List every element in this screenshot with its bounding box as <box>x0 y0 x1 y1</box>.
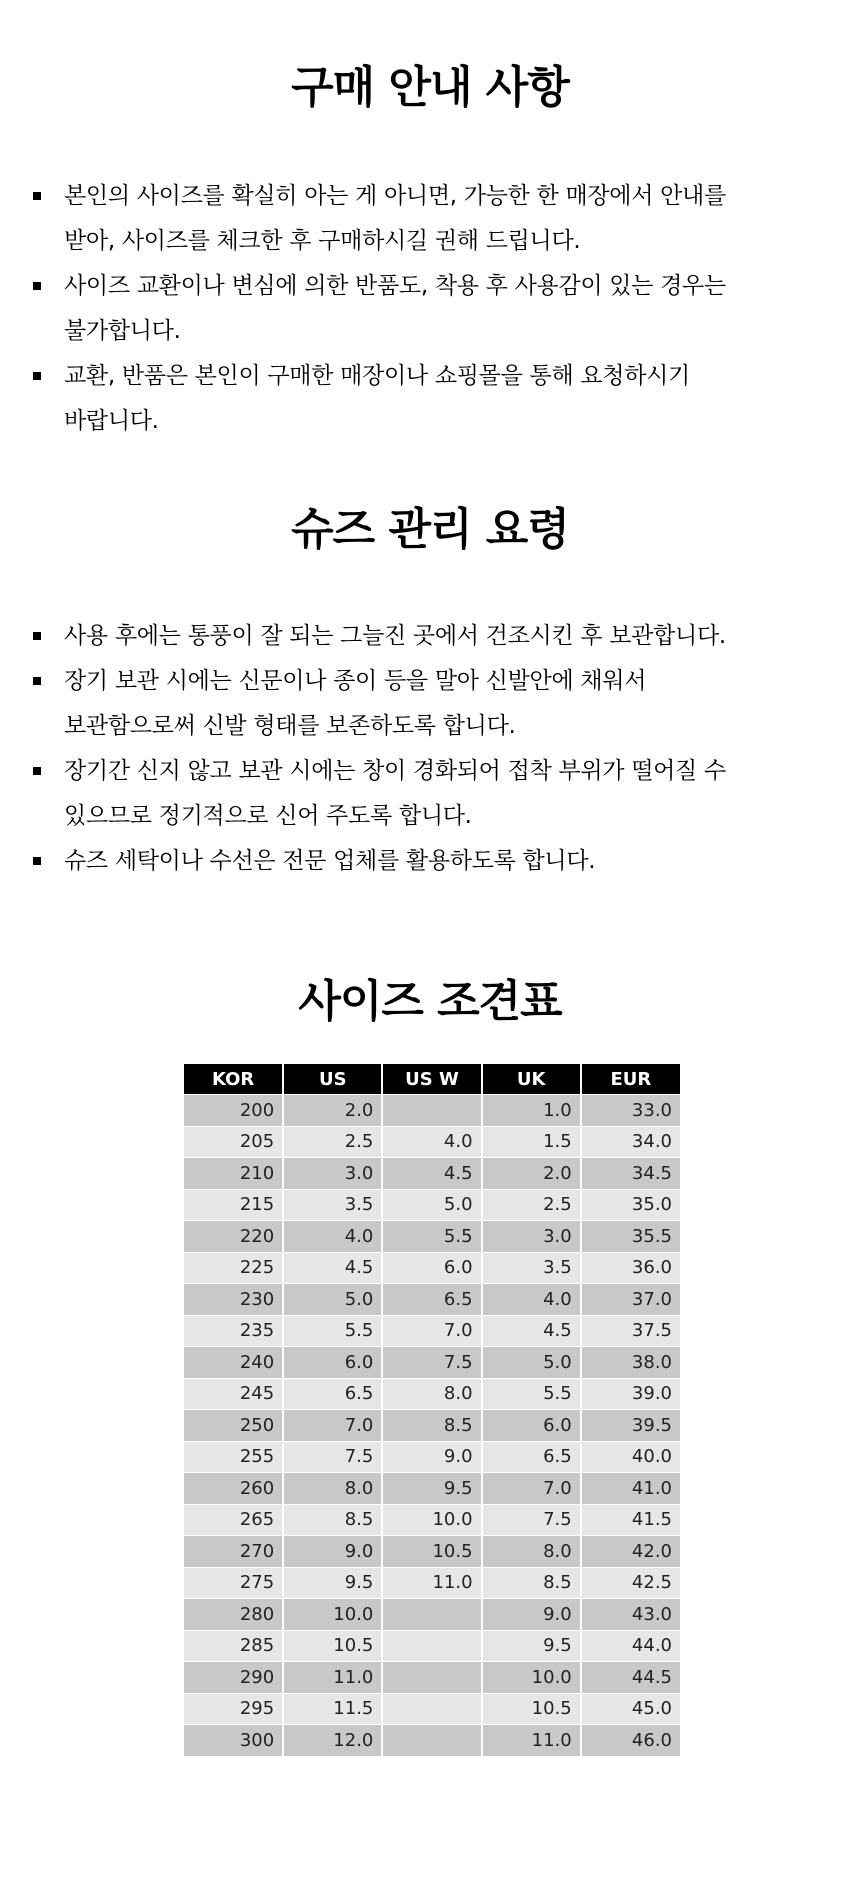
table-cell: 240 <box>184 1347 283 1379</box>
list-item <box>30 839 830 884</box>
table-cell: 2.0 <box>283 1095 382 1127</box>
list-item <box>30 264 830 354</box>
table-cell <box>382 1662 481 1694</box>
table-cell: 37.5 <box>581 1315 680 1347</box>
table-cell: 44.5 <box>581 1662 680 1694</box>
table-cell: 4.5 <box>382 1158 481 1190</box>
table-cell <box>382 1095 481 1127</box>
care-guide-title: 슈즈 관리 요령 <box>291 504 569 555</box>
table-cell: 5.0 <box>382 1189 481 1221</box>
table-cell <box>382 1693 481 1725</box>
table-row <box>184 1630 680 1662</box>
table-cell: 7.5 <box>382 1347 481 1379</box>
table-cell: 10.0 <box>382 1504 481 1536</box>
table-cell: 285 <box>184 1630 283 1662</box>
table-row <box>184 1567 680 1599</box>
list-item <box>30 174 830 264</box>
size-chart-header-cell: US W <box>382 1064 481 1095</box>
table-cell: 9.0 <box>482 1599 581 1631</box>
table-cell: 5.5 <box>382 1221 481 1253</box>
list-item <box>30 659 830 749</box>
table-cell: 39.5 <box>581 1410 680 1442</box>
table-cell: 9.5 <box>283 1567 382 1599</box>
table-cell: 6.0 <box>283 1347 382 1379</box>
table-cell: 1.0 <box>482 1095 581 1127</box>
table-cell: 260 <box>184 1473 283 1505</box>
size-chart-header-cell: UK <box>482 1064 581 1095</box>
table-cell: 5.5 <box>482 1378 581 1410</box>
table-cell: 8.5 <box>482 1567 581 1599</box>
table-cell: 3.5 <box>482 1252 581 1284</box>
table-cell: 215 <box>184 1189 283 1221</box>
table-cell: 4.5 <box>482 1315 581 1347</box>
table-cell: 7.0 <box>482 1473 581 1505</box>
table-cell: 10.5 <box>382 1536 481 1568</box>
table-cell: 7.5 <box>482 1504 581 1536</box>
table-cell: 8.0 <box>382 1378 481 1410</box>
size-chart-header-row <box>184 1064 680 1095</box>
table-cell: 33.0 <box>581 1095 680 1127</box>
table-cell: 10.0 <box>482 1662 581 1694</box>
table-cell: 10.5 <box>482 1693 581 1725</box>
table-cell: 3.0 <box>482 1221 581 1253</box>
table-cell: 40.0 <box>581 1441 680 1473</box>
table-cell: 11.0 <box>382 1567 481 1599</box>
table-row <box>184 1284 680 1316</box>
size-chart-title: 사이즈 조견표 <box>298 976 562 1027</box>
table-cell: 6.5 <box>283 1378 382 1410</box>
table-cell: 230 <box>184 1284 283 1316</box>
list-item <box>30 749 830 839</box>
table-row <box>184 1347 680 1379</box>
table-cell: 12.0 <box>283 1725 382 1756</box>
table-cell: 8.0 <box>283 1473 382 1505</box>
table-row <box>184 1221 680 1253</box>
table-cell: 265 <box>184 1504 283 1536</box>
table-cell: 275 <box>184 1567 283 1599</box>
table-cell: 4.0 <box>283 1221 382 1253</box>
table-cell: 295 <box>184 1693 283 1725</box>
table-row <box>184 1693 680 1725</box>
size-chart-header-cell: KOR <box>184 1064 283 1095</box>
table-cell: 255 <box>184 1441 283 1473</box>
table-cell: 11.0 <box>283 1662 382 1694</box>
table-cell: 4.0 <box>382 1126 481 1158</box>
table-cell: 2.0 <box>482 1158 581 1190</box>
table-cell: 6.5 <box>482 1441 581 1473</box>
list-item-text: 사이즈 교환이나 변심에 의한 반품도, 착용 후 사용감이 있는 경우는 <box>64 273 726 299</box>
table-row <box>184 1504 680 1536</box>
table-cell: 250 <box>184 1410 283 1442</box>
table-cell: 205 <box>184 1126 283 1158</box>
table-cell: 35.0 <box>581 1189 680 1221</box>
table-cell: 6.0 <box>382 1252 481 1284</box>
table-row <box>184 1536 680 1568</box>
list-item <box>30 354 830 444</box>
table-cell: 46.0 <box>581 1725 680 1756</box>
table-cell: 8.5 <box>283 1504 382 1536</box>
table-cell: 9.0 <box>382 1441 481 1473</box>
list-item-text: 본인의 사이즈를 확실히 아는 게 아니면, 가능한 한 매장에서 안내를 <box>64 183 726 209</box>
table-cell: 300 <box>184 1725 283 1756</box>
table-cell: 5.5 <box>283 1315 382 1347</box>
table-cell: 34.0 <box>581 1126 680 1158</box>
table-row <box>184 1473 680 1505</box>
table-cell: 6.5 <box>382 1284 481 1316</box>
table-cell: 10.0 <box>283 1599 382 1631</box>
table-cell: 42.0 <box>581 1536 680 1568</box>
table-cell: 11.0 <box>482 1725 581 1756</box>
table-row <box>184 1095 680 1127</box>
table-cell: 42.5 <box>581 1567 680 1599</box>
table-cell: 38.0 <box>581 1347 680 1379</box>
table-cell: 5.0 <box>482 1347 581 1379</box>
table-cell: 3.0 <box>283 1158 382 1190</box>
square-bullet-icon <box>33 632 41 640</box>
table-cell: 290 <box>184 1662 283 1694</box>
table-cell: 2.5 <box>283 1126 382 1158</box>
table-cell: 35.5 <box>581 1221 680 1253</box>
table-row <box>184 1315 680 1347</box>
square-bullet-icon <box>33 857 41 865</box>
table-cell: 280 <box>184 1599 283 1631</box>
table-cell: 4.5 <box>283 1252 382 1284</box>
table-cell: 8.5 <box>382 1410 481 1442</box>
table-cell: 9.5 <box>482 1630 581 1662</box>
table-cell: 41.0 <box>581 1473 680 1505</box>
square-bullet-icon <box>33 767 41 775</box>
table-cell: 45.0 <box>581 1693 680 1725</box>
square-bullet-icon <box>33 282 41 290</box>
table-cell: 34.5 <box>581 1158 680 1190</box>
purchase-guide-list <box>30 174 830 444</box>
table-cell <box>382 1725 481 1756</box>
table-row <box>184 1725 680 1756</box>
purchase-guide-title: 구매 안내 사항 <box>291 62 569 113</box>
table-cell: 6.0 <box>482 1410 581 1442</box>
table-cell: 270 <box>184 1536 283 1568</box>
table-row <box>184 1599 680 1631</box>
table-cell: 1.5 <box>482 1126 581 1158</box>
table-cell: 7.0 <box>382 1315 481 1347</box>
table-cell: 10.5 <box>283 1630 382 1662</box>
list-item-text: 장기 보관 시에는 신문이나 종이 등을 말아 신발안에 채워서 <box>64 668 647 694</box>
list-item <box>30 614 830 659</box>
table-cell: 9.0 <box>283 1536 382 1568</box>
table-cell: 36.0 <box>581 1252 680 1284</box>
table-cell: 235 <box>184 1315 283 1347</box>
square-bullet-icon <box>33 677 41 685</box>
table-cell <box>382 1599 481 1631</box>
table-cell: 11.5 <box>283 1693 382 1725</box>
table-cell <box>382 1630 481 1662</box>
list-item-text: 장기간 신지 않고 보관 시에는 창이 경화되어 접착 부위가 떨어질 수 <box>64 758 726 784</box>
size-chart-body <box>184 1095 680 1756</box>
table-row <box>184 1126 680 1158</box>
care-guide-list <box>30 614 830 884</box>
list-item-text: 보관함으로써 신발 형태를 보존하도록 합니다. <box>64 713 516 739</box>
size-chart-header-cell: EUR <box>581 1064 680 1095</box>
table-cell: 4.0 <box>482 1284 581 1316</box>
list-item-text: 사용 후에는 통풍이 잘 되는 그늘진 곳에서 건조시킨 후 보관합니다. <box>64 623 726 649</box>
table-cell: 210 <box>184 1158 283 1190</box>
list-item-text: 있으므로 정기적으로 신어 주도록 합니다. <box>64 803 472 829</box>
size-chart-table <box>184 1064 680 1756</box>
table-cell: 225 <box>184 1252 283 1284</box>
list-item-text: 슈즈 세탁이나 수선은 전문 업체를 활용하도록 합니다. <box>64 848 596 874</box>
table-cell: 220 <box>184 1221 283 1253</box>
table-row <box>184 1378 680 1410</box>
table-cell: 5.0 <box>283 1284 382 1316</box>
table-row <box>184 1189 680 1221</box>
table-cell: 37.0 <box>581 1284 680 1316</box>
table-row <box>184 1158 680 1190</box>
list-item-text: 바랍니다. <box>64 408 159 434</box>
table-row <box>184 1662 680 1694</box>
table-row <box>184 1252 680 1284</box>
list-item-text: 교환, 반품은 본인이 구매한 매장이나 쇼핑몰을 통해 요청하시기 <box>64 363 690 389</box>
table-cell: 41.5 <box>581 1504 680 1536</box>
table-cell: 9.5 <box>382 1473 481 1505</box>
table-cell: 39.0 <box>581 1378 680 1410</box>
table-cell: 3.5 <box>283 1189 382 1221</box>
size-chart-header-cell: US <box>283 1064 382 1095</box>
table-cell: 43.0 <box>581 1599 680 1631</box>
table-cell: 200 <box>184 1095 283 1127</box>
list-item-text: 받아, 사이즈를 체크한 후 구매하시길 권해 드립니다. <box>64 228 581 254</box>
square-bullet-icon <box>33 192 41 200</box>
table-row <box>184 1441 680 1473</box>
list-item-text: 불가합니다. <box>64 318 181 344</box>
table-cell: 44.0 <box>581 1630 680 1662</box>
table-cell: 7.0 <box>283 1410 382 1442</box>
table-cell: 2.5 <box>482 1189 581 1221</box>
square-bullet-icon <box>33 372 41 380</box>
table-cell: 7.5 <box>283 1441 382 1473</box>
table-cell: 245 <box>184 1378 283 1410</box>
table-row <box>184 1410 680 1442</box>
table-cell: 8.0 <box>482 1536 581 1568</box>
